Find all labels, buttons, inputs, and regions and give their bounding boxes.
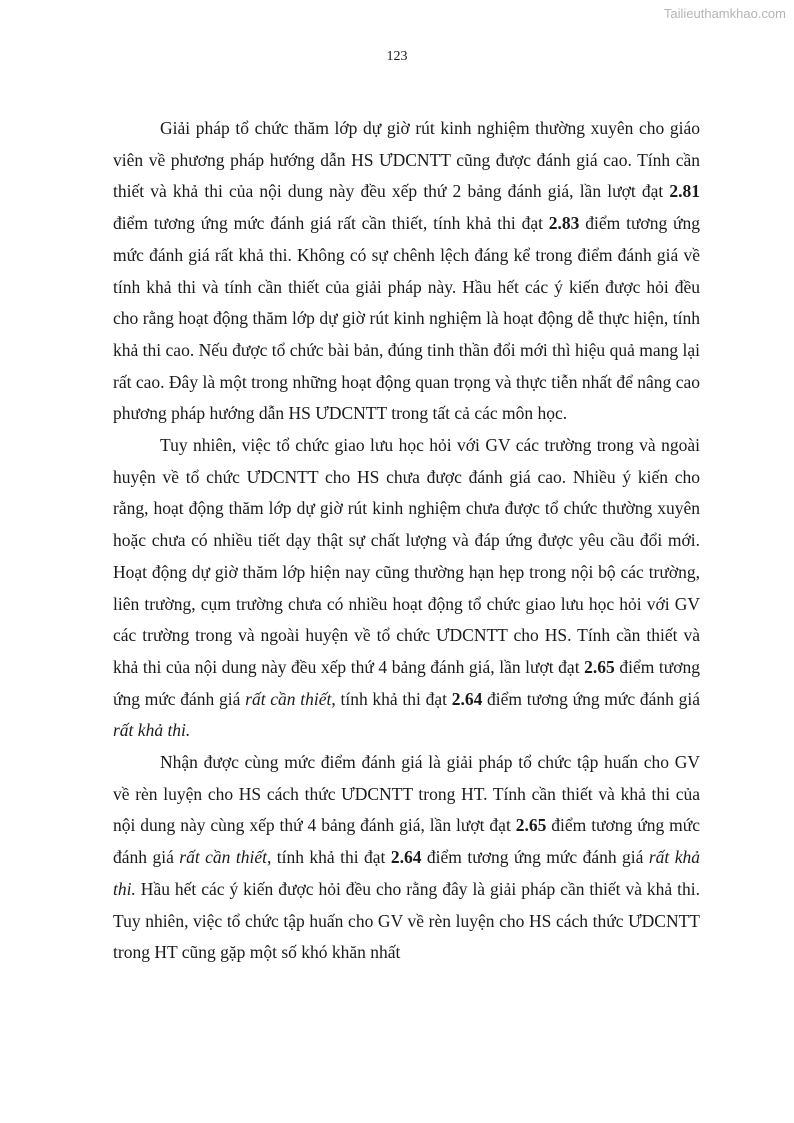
- paragraph: [113, 113, 700, 430]
- text-segment: , tính khả thi đạt: [266, 847, 391, 868]
- text-segment: điểm tương ứng mức đánh giá rất cần thiết, tính khả thi đạt: [113, 213, 549, 234]
- text-segment: Hầu hết các ý kiến được hỏi đều cho rằng đây là giải pháp cần thiết và khả thi. Tuy nhiên, việc tổ chức tập huấn cho GV về rèn luyện cho HS cách thức ƯDCNTT trong HT cũng gặp một số khó khăn nhất: [113, 878, 700, 963]
- bold-value: 2.64: [451, 688, 483, 709]
- italic-phrase: rất khả thi.: [113, 847, 700, 899]
- text-segment: , tính khả thi đạt: [331, 688, 452, 709]
- italic-phrase: rất cần thiết: [179, 847, 267, 868]
- bold-value: 2.64: [390, 847, 422, 868]
- text-segment: điểm tương ứng mức đánh giá: [482, 688, 700, 709]
- text-segment: điểm tương ứng mức đánh giá: [421, 847, 649, 868]
- bold-value: 2.65: [584, 656, 615, 677]
- bold-value: 2.83: [548, 213, 580, 234]
- text-segment: điểm tương ứng mức đánh giá: [113, 656, 700, 709]
- paragraph: [113, 430, 700, 747]
- text-segment: điểm tương ứng mức đánh giá: [113, 815, 700, 868]
- watermark: Tailieuthamkhao.com: [663, 6, 786, 21]
- text-segment: Tuy nhiên, việc tổ chức giao lưu học hỏi với GV các trường trong và ngoài huyện về tổ chức ƯDCNTT cho HS chưa được đánh giá cao. Nhiều ý kiến cho rằng, hoạt động thăm lớp dự giờ rút kinh nghiệm chưa được tổ chức thường xuyên hoặc chưa có nhiều tiết dạy thật sự chất lượng và đáp ứng được yêu cầu đổi mới. Hoạt động dự giờ thăm lớp hiện nay cũng thường hạn hẹp trong nội bộ các trường, liên trường, cụm trường chưa có nhiều hoạt động tổ chức giao lưu học hỏi với GV các trường trong và ngoài huyện về tổ chức ƯDCNTT cho HS. Tính cần thiết và khả thi của nội dung này đều xếp thứ 4 bảng đánh giá, lần lượt đạt: [113, 435, 700, 677]
- italic-phrase: rất cần thiết: [245, 688, 332, 709]
- text-segment: Nhận được cùng mức điểm đánh giá là giải pháp tổ chức tập huấn cho GV về rèn luyện cho HS cách thức ƯDCNTT trong HT. Tính cần thiết và khả thi của nội dung này cùng xếp thứ 4 bảng đánh giá, lần lượt đạt: [113, 752, 700, 836]
- text-segment: Giải pháp tổ chức thăm lớp dự giờ rút kinh nghiệm thường xuyên cho giáo viên về phương pháp hướng dẫn HS ƯDCNTT cũng được đánh giá cao. Tính cần thiết và khả thi của nội dung này đều xếp thứ 2 bảng đánh giá, lần lượt đạt: [113, 118, 700, 202]
- text-segment: điểm tương ứng mức đánh giá rất khả thi. Không có sự chênh lệch đáng kể trong điểm đánh giá về tính khả thi và tính cần thiết của giải pháp này. Hầu hết các ý kiến được hỏi đều cho rằng hoạt động thăm lớp dự giờ rút kinh nghiệm là hoạt động dễ thực hiện, tính khả thi cao. Nếu được tổ chức bài bản, đúng tinh thần đổi mới thì hiệu quả mang lại rất cao. Đây là một trong những hoạt động quan trọng và thực tiễn nhất để nâng cao phương pháp hướng dẫn HS ƯDCNTT trong tất cả các môn học.: [113, 213, 701, 424]
- paragraph: [113, 747, 700, 969]
- bold-value: 2.65: [515, 815, 547, 836]
- bold-value: 2.81: [669, 181, 700, 202]
- document-body: [113, 113, 700, 969]
- italic-phrase: rất khả thi.: [113, 720, 191, 741]
- page-number: 123: [386, 49, 408, 64]
